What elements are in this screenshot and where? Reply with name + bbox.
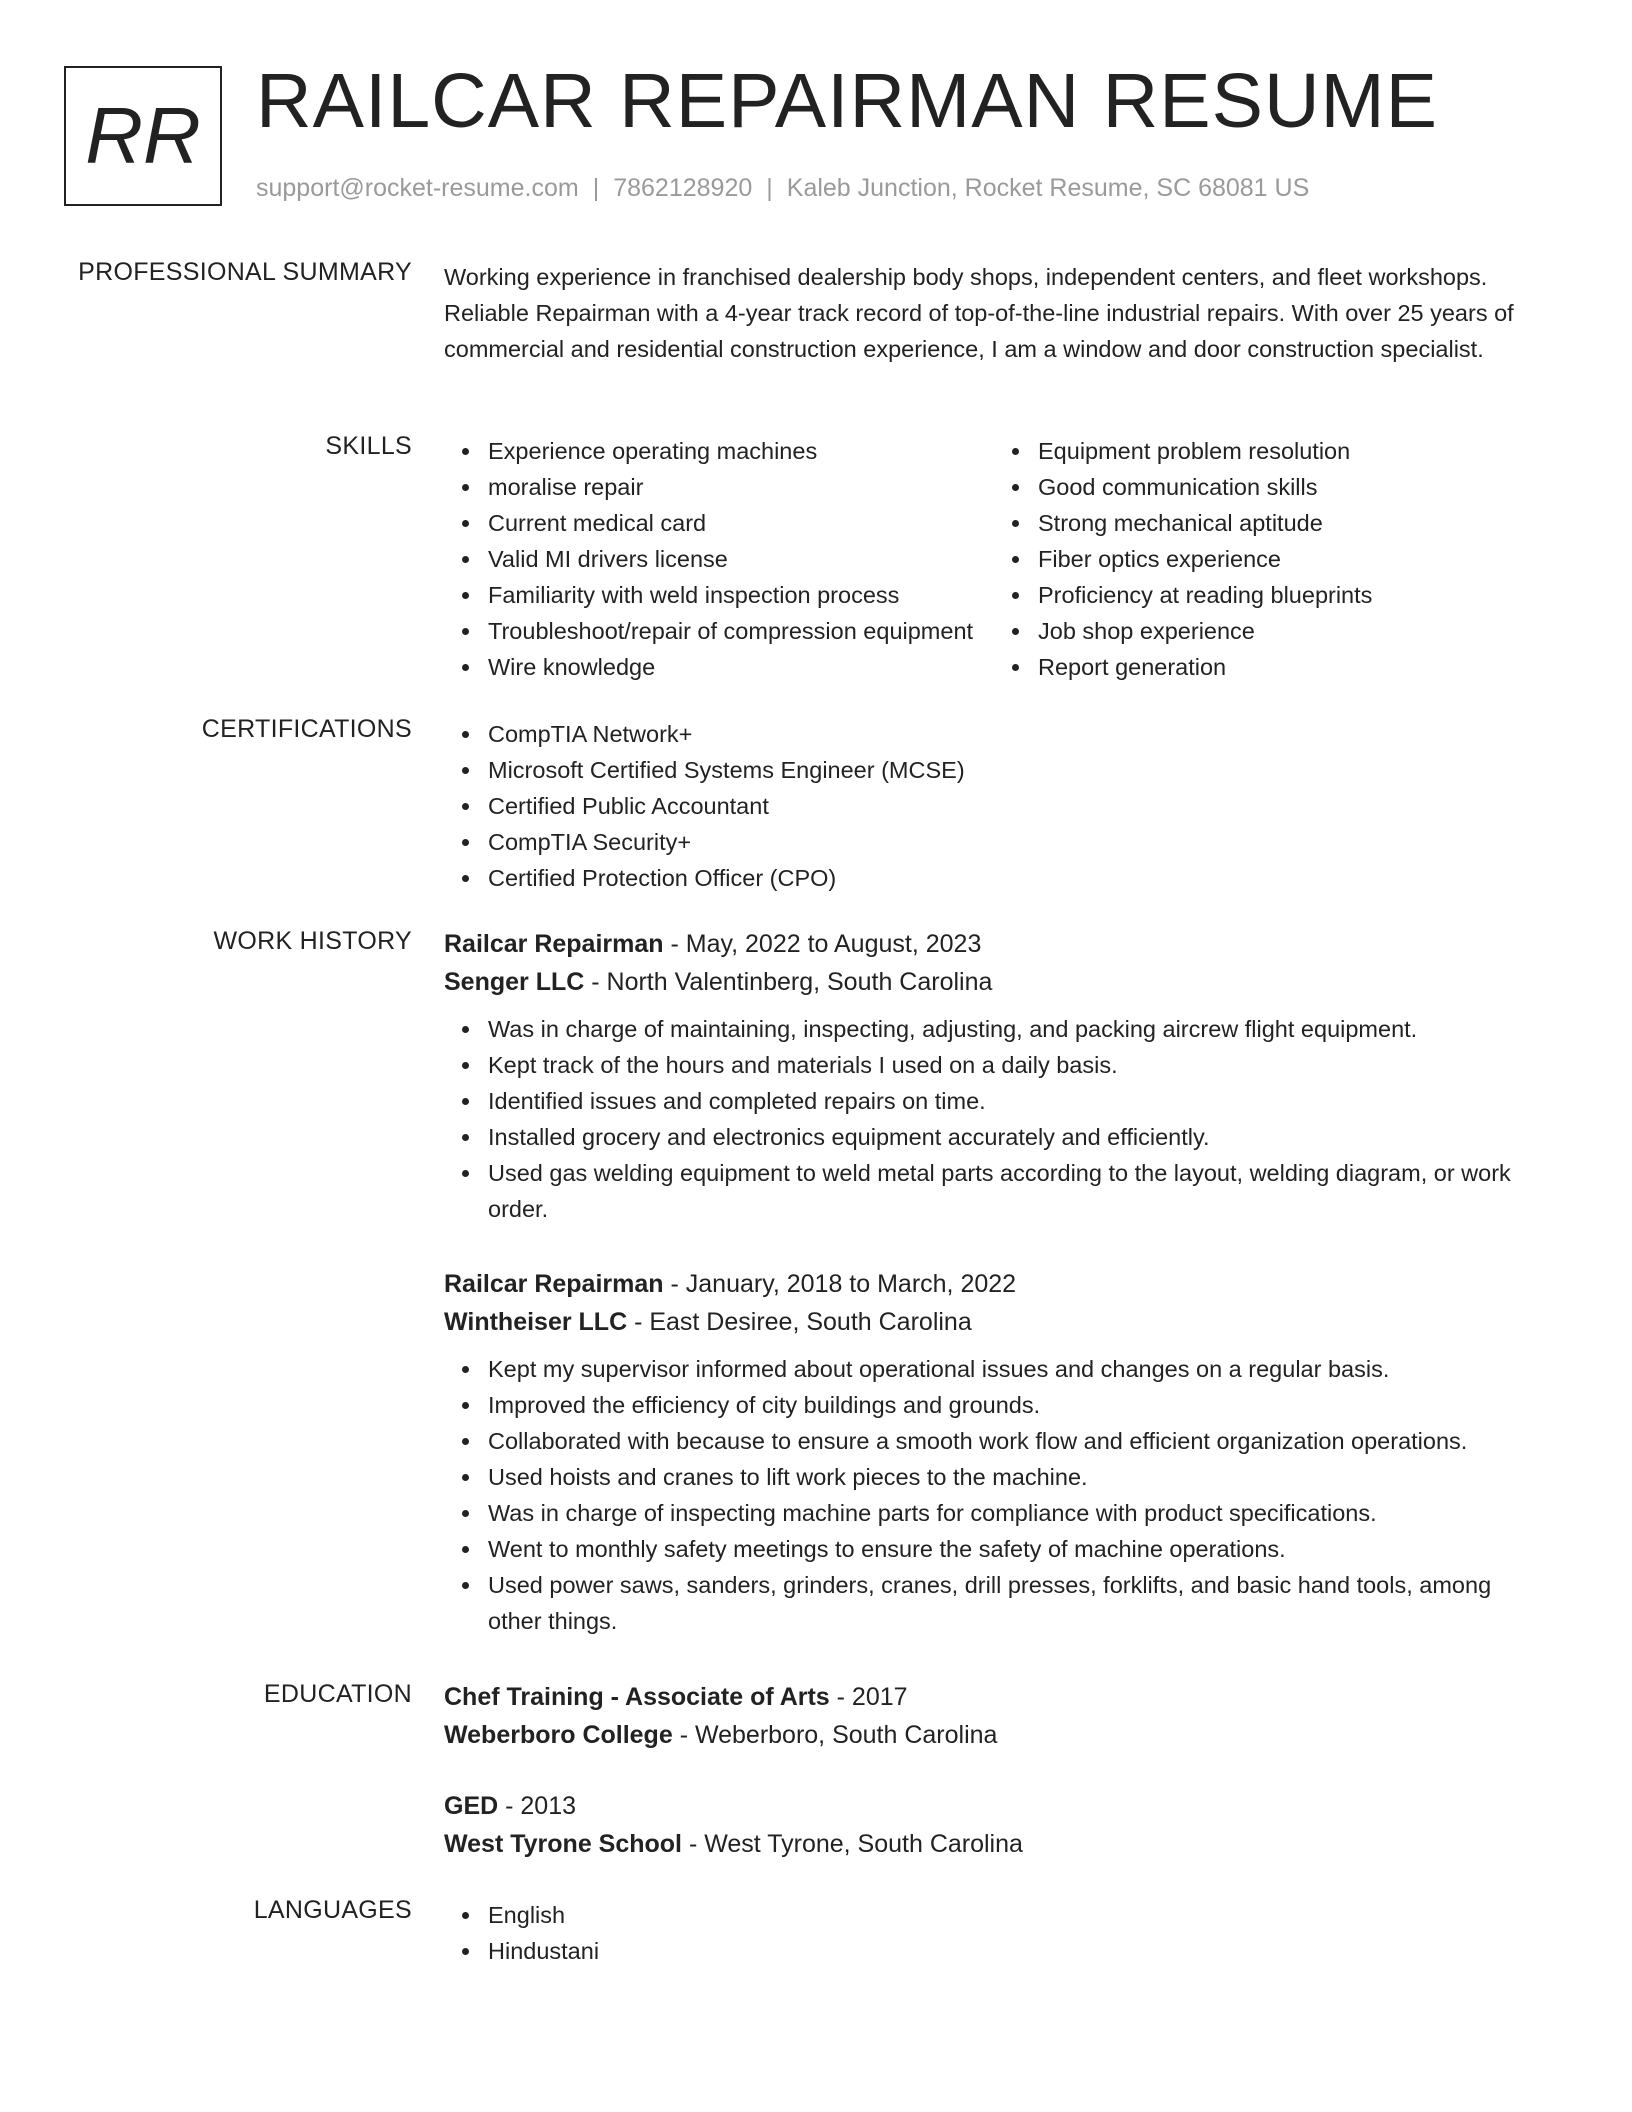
list-item: Report generation xyxy=(1038,649,1544,685)
education-entry xyxy=(444,1787,1544,1863)
job-title-line xyxy=(444,1265,1544,1303)
list-item: Good communication skills xyxy=(1038,469,1544,505)
skills-columns xyxy=(444,433,1544,685)
certifications-list xyxy=(444,716,1544,896)
skills-column-1 xyxy=(444,433,994,685)
school-name: West Tyrone School xyxy=(444,1830,683,1858)
degree-name: Chef Training - Associate of Arts xyxy=(444,1683,830,1711)
list-item: Experience operating machines xyxy=(488,433,994,469)
contact-line xyxy=(256,174,1309,203)
list-item: Certified Public Accountant xyxy=(488,788,1544,824)
degree-year: - 2013 xyxy=(498,1792,577,1820)
job-title-line xyxy=(444,925,1544,963)
list-item: Used gas welding equipment to weld metal parts according to the layout, welding diagram, or work order. xyxy=(488,1155,1544,1227)
degree-name: GED xyxy=(444,1792,499,1820)
separator: | xyxy=(766,174,773,202)
list-item: Microsoft Certified Systems Engineer (MCSE) xyxy=(488,752,1544,788)
list-item: Familiarity with weld inspection process xyxy=(488,577,994,613)
job-dates: - January, 2018 to March, 2022 xyxy=(663,1270,1017,1298)
job-title: Railcar Repairman xyxy=(444,1270,664,1298)
list-item: Fiber optics experience xyxy=(1038,541,1544,577)
job-company-line xyxy=(444,1303,1544,1341)
job-entry xyxy=(444,1265,1544,1639)
school-location: - Weberboro, South Carolina xyxy=(672,1721,998,1749)
job-title: Railcar Repairman xyxy=(444,930,664,958)
list-item: Identified issues and completed repairs on time. xyxy=(488,1083,1544,1119)
company-location: - East Desiree, South Carolina xyxy=(627,1308,972,1336)
section-label: WORK HISTORY xyxy=(213,927,412,955)
school-location: - West Tyrone, South Carolina xyxy=(682,1830,1023,1858)
list-item: Strong mechanical aptitude xyxy=(1038,505,1544,541)
company-name: Senger LLC xyxy=(444,968,585,996)
list-item: Went to monthly safety meetings to ensure the safety of machine operations. xyxy=(488,1531,1544,1567)
section-label: CERTIFICATIONS xyxy=(201,715,412,743)
job-company-line xyxy=(444,963,1544,1001)
skills-column-2 xyxy=(994,433,1544,685)
list-item: Collaborated with because to ensure a smooth work flow and efficient organization operations. xyxy=(488,1423,1544,1459)
list-item: Valid MI drivers license xyxy=(488,541,994,577)
list-item: Hindustani xyxy=(488,1933,1544,1969)
list-item: CompTIA Network+ xyxy=(488,716,1544,752)
school-line xyxy=(444,1825,1544,1863)
education-entry xyxy=(444,1678,1544,1754)
job-bullets xyxy=(444,1011,1544,1227)
degree-line xyxy=(444,1787,1544,1825)
section-label: EDUCATION xyxy=(263,1680,412,1708)
section-label: PROFESSIONAL SUMMARY xyxy=(78,258,412,286)
section-label: SKILLS xyxy=(325,432,412,460)
contact-email[interactable]: support@rocket-resume.com xyxy=(256,174,579,202)
list-item: Kept my supervisor informed about operational issues and changes on a regular basis. xyxy=(488,1351,1544,1387)
languages-list xyxy=(444,1897,1544,1969)
list-item: Was in charge of maintaining, inspecting, adjusting, and packing aircrew flight equipment. xyxy=(488,1011,1544,1047)
monogram-logo: RR xyxy=(64,66,222,206)
school-name: Weberboro College xyxy=(444,1721,673,1749)
section-label: LANGUAGES xyxy=(253,1896,412,1924)
contact-address: Kaleb Junction, Rocket Resume, SC 68081 US xyxy=(786,174,1310,202)
degree-year: - 2017 xyxy=(829,1683,908,1711)
list-item: Used hoists and cranes to lift work pieces to the machine. xyxy=(488,1459,1544,1495)
list-item: Current medical card xyxy=(488,505,994,541)
list-item: Improved the efficiency of city buildings and grounds. xyxy=(488,1387,1544,1423)
job-dates: - May, 2022 to August, 2023 xyxy=(663,930,982,958)
degree-line xyxy=(444,1678,1544,1716)
list-item: Was in charge of inspecting machine parts for compliance with product specifications. xyxy=(488,1495,1544,1531)
company-location: - North Valentinberg, South Carolina xyxy=(584,968,993,996)
list-item: Kept track of the hours and materials I used on a daily basis. xyxy=(488,1047,1544,1083)
certifications-list-wrap xyxy=(444,716,1544,896)
contact-phone[interactable]: 7862128920 xyxy=(613,174,753,202)
resume-title: RAILCAR REPAIRMAN RESUME xyxy=(256,58,1439,144)
company-name: Wintheiser LLC xyxy=(444,1308,628,1336)
list-item: English xyxy=(488,1897,1544,1933)
separator: | xyxy=(592,174,600,202)
list-item: Troubleshoot/repair of compression equipment xyxy=(488,613,994,649)
list-item: CompTIA Security+ xyxy=(488,824,1544,860)
list-item: Proficiency at reading blueprints xyxy=(1038,577,1544,613)
languages-list-wrap xyxy=(444,1897,1544,1969)
list-item: Job shop experience xyxy=(1038,613,1544,649)
summary-text: Working experience in franchised dealership body shops, independent centers, and fleet workshops. Reliable Repairman with a 4-year track record of top-of-the-line industrial repairs. With over 25 years of commercial and residential construction experience, I am a window and door construction specialist. xyxy=(444,264,1514,362)
job-entry xyxy=(444,925,1544,1227)
job-bullets xyxy=(444,1351,1544,1639)
list-item: Installed grocery and electronics equipment accurately and efficiently. xyxy=(488,1119,1544,1155)
list-item: Used power saws, sanders, grinders, cranes, drill presses, forklifts, and basic hand tools, among other things. xyxy=(488,1567,1544,1639)
list-item: Certified Protection Officer (CPO) xyxy=(488,860,1544,896)
list-item: moralise repair xyxy=(488,469,994,505)
list-item: Equipment problem resolution xyxy=(1038,433,1544,469)
list-item: Wire knowledge xyxy=(488,649,994,685)
school-line xyxy=(444,1716,1544,1754)
